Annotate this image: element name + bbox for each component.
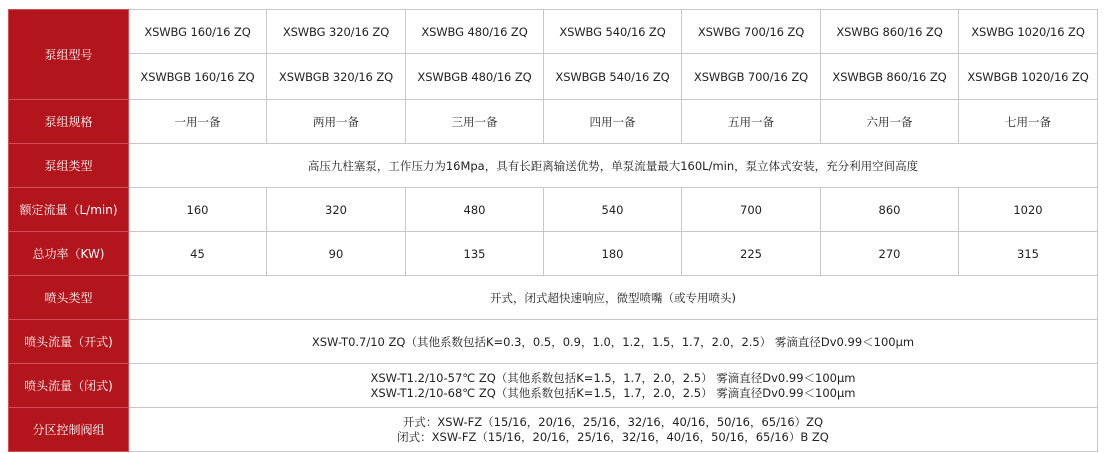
model-label: 泵组型号 [9,10,129,100]
nozzle-flow-open-value: XSW-T0.7/10 ZQ（其他系数包括K=0.3，0.5，0.9，1.0，1.2，1.5，1.7，2.0，2.5） 雾滴直径Dv0.99＜100μm [129,320,1098,364]
flow-cell: 860 [821,188,959,232]
nozzle-flow-closed-row [9,364,1098,408]
flow-cell: 540 [544,188,682,232]
model-cell: XSWBG 160/16 ZQ [129,10,267,54]
zone-valve-line: 开式：XSW-FZ（15/16，20/16，25/16，32/16，40/16，50/16，65/16）ZQ [402,414,824,429]
spec-cell: 三用一备 [406,100,544,144]
pump-spec-table [8,9,1098,452]
nozzle-flow-closed-line: XSW-T1.2/10-57℃ ZQ（其他系数包括K=1.5，1.7，2.0，2.5） 雾滴直径Dv0.99＜100μm [370,370,856,385]
type-row [9,144,1098,188]
power-cell: 180 [544,232,682,276]
nozzle-flow-open-label: 喷头流量（开式) [9,320,129,364]
spec-cell: 七用一备 [959,100,1098,144]
flow-cell: 320 [267,188,406,232]
model-b-cell: XSWBGB 700/16 ZQ [682,54,821,100]
model-b-cell: XSWBGB 540/16 ZQ [544,54,682,100]
model-cell: XSWBG 1020/16 ZQ [959,10,1098,54]
power-cell: 90 [267,232,406,276]
power-cell: 45 [129,232,267,276]
nozzle-type-label: 喷头类型 [9,276,129,320]
nozzle-type-value: 开式，闭式超快速响应，微型喷嘴（或专用喷头) [129,276,1098,320]
flow-cell: 160 [129,188,267,232]
power-cell: 225 [682,232,821,276]
model-row-1 [9,10,1098,54]
model-b-cell: XSWBGB 860/16 ZQ [821,54,959,100]
nozzle-flow-closed-label: 喷头流量（闭式) [9,364,129,408]
model-b-cell: XSWBGB 320/16 ZQ [267,54,406,100]
zone-valve-label: 分区控制阀组 [9,408,129,452]
spec-cell: 六用一备 [821,100,959,144]
model-row-2 [9,54,1098,100]
spec-cell: 两用一备 [267,100,406,144]
model-b-cell: XSWBGB 1020/16 ZQ [959,54,1098,100]
spec-cell: 四用一备 [544,100,682,144]
model-cell: XSWBG 700/16 ZQ [682,10,821,54]
nozzle-type-row [9,276,1098,320]
power-row [9,232,1098,276]
nozzle-flow-open-row [9,320,1098,364]
power-cell: 270 [821,232,959,276]
type-value: 高压九柱塞泵，工作压力为16Mpa，具有长距离输送优势，单泵流量最大160L/min，泵立体式安装，充分利用空间高度 [129,144,1098,188]
model-b-cell: XSWBGB 480/16 ZQ [406,54,544,100]
nozzle-flow-closed-line: XSW-T1.2/10-68℃ ZQ（其他系数包括K=1.5，1.7，2.0，2.5） 雾滴直径Dv0.99＜100μm [370,385,856,400]
nozzle-flow-closed-value [129,364,1098,408]
flow-label: 额定流量（L/min) [9,188,129,232]
spec-label: 泵组规格 [9,100,129,144]
flow-row [9,188,1098,232]
flow-cell: 1020 [959,188,1098,232]
spec-cell: 五用一备 [682,100,821,144]
spec-row [9,100,1098,144]
spec-cell: 一用一备 [129,100,267,144]
flow-cell: 700 [682,188,821,232]
zone-valve-row [9,408,1098,452]
power-cell: 315 [959,232,1098,276]
model-cell: XSWBG 860/16 ZQ [821,10,959,54]
model-cell: XSWBG 320/16 ZQ [267,10,406,54]
flow-cell: 480 [406,188,544,232]
model-cell: XSWBG 480/16 ZQ [406,10,544,54]
model-cell: XSWBG 540/16 ZQ [544,10,682,54]
model-b-cell: XSWBGB 160/16 ZQ [129,54,267,100]
zone-valve-value [129,408,1098,452]
power-label: 总功率（KW) [9,232,129,276]
type-label: 泵组类型 [9,144,129,188]
zone-valve-line: 闭式：XSW-FZ（15/16，20/16，25/16，32/16，40/16，50/16，65/16）B ZQ [397,429,829,444]
power-cell: 135 [406,232,544,276]
